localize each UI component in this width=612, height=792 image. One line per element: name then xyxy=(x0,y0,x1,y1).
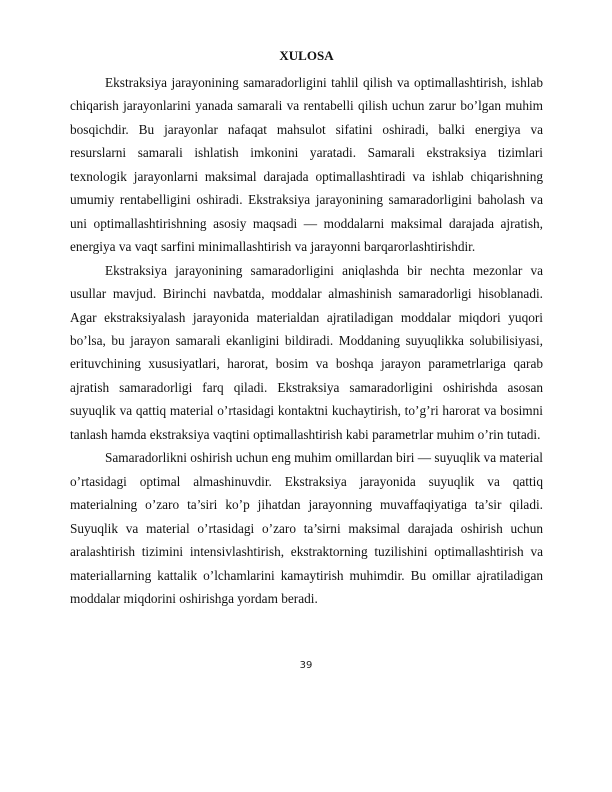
document-page xyxy=(70,46,543,610)
paragraph-1: Ekstraksiya jarayonining samaradorligini tahlil qilish va optimallashtirish, ishlab chiqarish jarayonlarini yanada samarali va rentabelli qilish uchun zarur bo’lgan muhim bosqichdir. Bu jarayonlar nafaqat mahsulot sifatini oshiradi, balki energiya va resurslarni samarali ishlatish imkonini yaratadi. Samarali ekstraksiya tizimlari texnologik jarayonlarni maksimal darajada optimallashtiradi va ishlab chiqarishning umumiy rentabelligini oshiradi. Ekstraksiya jarayonining samaradorligini baholash va uni optimallashtirishning asosiy maqsadi — moddalarni maksimal darajada ajratish, energiya va vaqt sarfini minimallashtirish va jarayonni barqarorlashtirishdir. xyxy=(70,75,543,255)
document-title: XULOSA xyxy=(279,48,334,63)
paragraph-2: Ekstraksiya jarayonining samaradorligini aniqlashda bir nechta mezonlar va usullar mavjud. Birinchi navbatda, moddalar almashinish samaradorligi hisoblanadi. Agar ekstraksiyalash jarayonida materialdan ajratiladigan moddalar miqdori yuqori bo’lsa, bu jarayon samarali ekanligini bildiradi. Moddaning suyuqlikka solubilisiyasi, erituvchining xususiyatlari, harorat, bosim va boshqa jarayon parametrlariga qarab ajratish samaradorligi farq qiladi. Ekstraksiya samaradorligini oshirishda asosan suyuqlik va qattiq material o’rtasidagi kontaktni kuchaytirish, to’g’ri harorat va bosimni tanlash hamda ekstraksiya vaqtini optimallashtirish kabi parametrlar muhim o’rin tutadi. xyxy=(70,262,543,442)
paragraph-3: Samaradorlikni oshirish uchun eng muhim omillardan biri — suyuqlik va material o’rtasidagi optimal almashinuvdir. Ekstraksiya jarayonida suyuqlik va qattiq materialning o’zaro ta’siri ko’p jihatdan jarayonning muvaffaqiyatiga ta’sir qiladi. Suyuqlik va material o’rtasidagi o’zaro ta’sirni maksimal darajada oshirish uchun aralashtirish tizimini intensivlashtirish, ekstraktorning tuzilishini optimallashtirish va materiallarning kattalik o’lchamlarini kamaytirish muhimdir. Bu omillar ajratiladigan moddalar miqdorini oshirishga yordam beradi. xyxy=(70,450,543,606)
page-number: 39 xyxy=(299,660,313,671)
